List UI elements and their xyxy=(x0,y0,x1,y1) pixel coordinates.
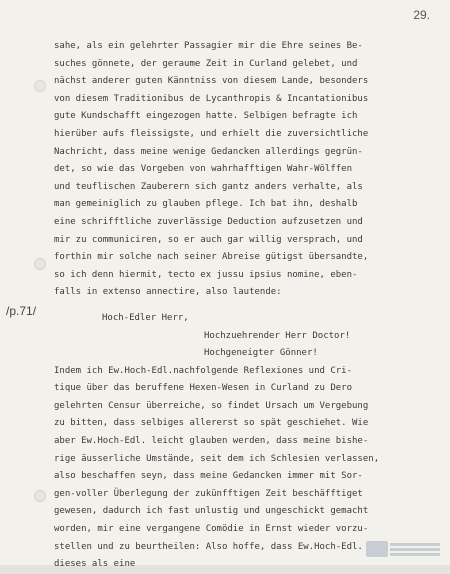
salutation-line: Hoch-Edler Herr, xyxy=(102,312,189,323)
text-line: sahe, als ein gelehrter Passagier mir die Ehre seines Be- xyxy=(54,41,363,51)
text-line: mir zu communiciren, so er auch gar willig versprach, und xyxy=(54,234,363,245)
archive-logo xyxy=(366,539,444,559)
text-line: also beschaffen seyn, dass meine Gedancken immer mit Sor- xyxy=(54,471,363,482)
archive-logo-lines xyxy=(390,543,440,556)
text-line: nächst anderer guten Känntniss von diesem Lande, besonders xyxy=(54,76,369,87)
text-line: zu bitten, dass selbiges allererst so spät geschiehet. Wie xyxy=(54,418,369,429)
text-line: det, so wie das Vorgeben von wahrhafftigen Wahr-Wölffen xyxy=(54,164,353,175)
text-line: rige äusserliche Umstände, seit dem ich Schlesien verlassen, xyxy=(54,453,380,464)
text-line: gelehrten Censur überreiche, so findet Ursach um Vergebung xyxy=(54,400,369,411)
punch-hole-icon xyxy=(34,80,46,92)
text-line: suches gönnete, der geraume Zeit in Curland gelebet, und xyxy=(54,58,358,69)
text-line: eine schrifftliche zuverlässige Deduction aufzusetzen und xyxy=(54,216,363,227)
text-line: aber Ew.Hoch-Edl. leicht glauben werden, dass meine bishe- xyxy=(54,436,369,447)
text-line: gewesen, dadurch ich fast unlustig und ungeschickt gemacht xyxy=(54,506,369,517)
text-line: tique über das beruffene Hexen-Wesen in Curland zu Dero xyxy=(54,383,353,394)
text-line: dieses als eine xyxy=(54,559,136,570)
text-line: Indem ich Ew.Hoch-Edl.nachfolgende Reflexiones und Cri- xyxy=(54,365,353,376)
typed-text-body xyxy=(54,38,444,574)
punch-hole-icon xyxy=(34,258,46,270)
text-line: so ich denn hiermit, tecto ex jussu ipsius nomine, eben- xyxy=(54,269,358,280)
text-line: von diesem Traditionibus de Lycanthropis & Incantationibus xyxy=(54,93,369,104)
text-line: worden, mir eine vergangene Comödie in Ernst wieder vorzu- xyxy=(54,524,369,535)
text-line: falls in extenso annectire, also lautende: xyxy=(54,287,282,298)
punch-hole-icon xyxy=(34,490,46,502)
text-line: gute Kundschafft eingezogen hatte. Selbigen befragte ich xyxy=(54,111,358,122)
salutation-line: Hochgeneigter Gönner! xyxy=(204,348,318,359)
text-line: stellen und zu beurtheilen: Also hoffe, dass Ew.Hoch-Edl. xyxy=(54,541,363,552)
text-line: forthin mir solche nach seiner Abreise gütigst übersandte, xyxy=(54,252,369,263)
text-line: man gemeiniglich zu glauben pflege. Ich bat ihn, deshalb xyxy=(54,199,358,210)
margin-page-reference: /p.71/ xyxy=(6,304,37,318)
salutation-line: Hochzuehrender Herr Doctor! xyxy=(204,330,351,341)
page-number: 29. xyxy=(413,8,430,22)
text-line: und teuflischen Zauberern sich gantz anders verhalte, als xyxy=(54,181,363,192)
text-line: hierüber aufs fleissigste, und erhielt die zuversichtliche xyxy=(54,128,369,139)
archive-mark-icon xyxy=(366,541,388,557)
text-line: Nachricht, dass meine wenige Gedancken allerdings gegrün- xyxy=(54,146,363,157)
text-line: gen-voller Überlegung der zukünfftigen Zeit beschäfftiget xyxy=(54,488,363,499)
